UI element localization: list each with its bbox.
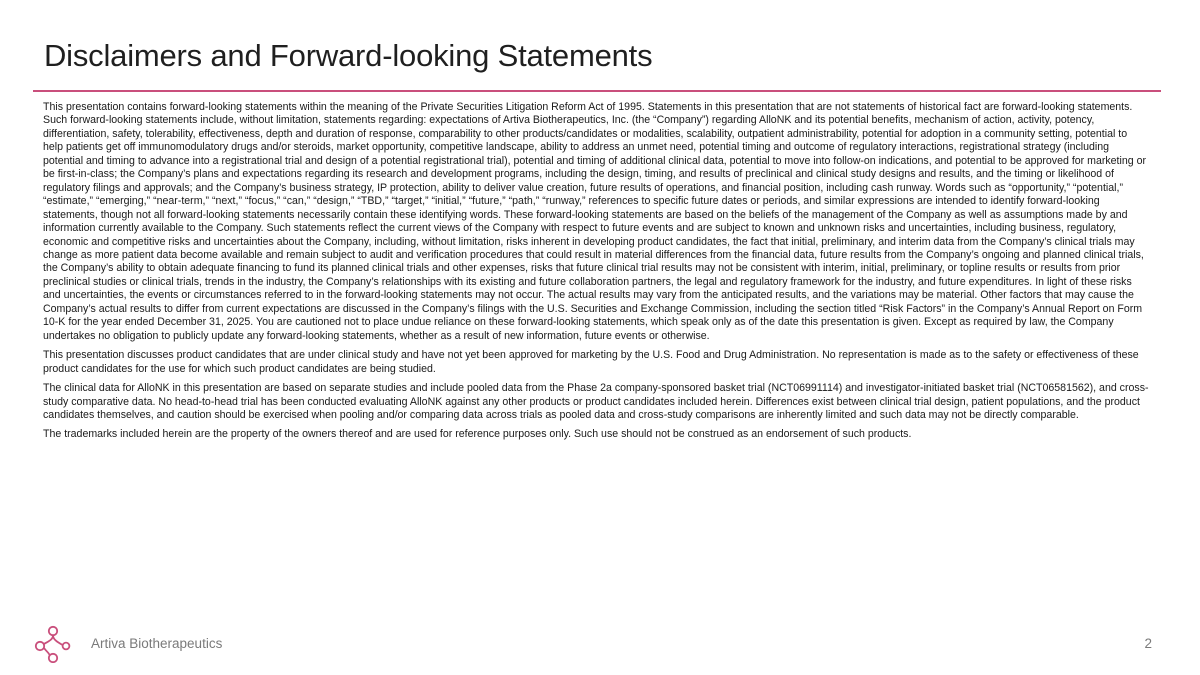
disclaimer-body	[43, 101, 1150, 448]
page-title: Disclaimers and Forward-looking Statements	[44, 38, 653, 73]
forward-looking-paragraph: This presentation contains forward-looking statements within the meaning of the Private Securities Litigation Reform Act of 1995. Statements in this presentation that are not statements of historical fact are forward-looking statements. Such forward-looking statements include, without limitation, statements regarding: expectations of Artiva Biotherapeutics, Inc. (the “Company”) regarding AlloNK and its potential benefits, mechanism of action, activity, potency, differentiation, safety, tolerability, effectiveness, depth and duration of response, comparability to other products/candidates or modalities, scalability, outpatient administrability, potential for adoption in a community setting, potential to help patients get off immunomodulatory drugs and/or steroids, market opportunity, competitive landscape, ability to address an unmet need, potential timing and outcome of regulatory interactions, registrational strategy (including potential and timing to advance into a registrational trial and design of a potential registrational trial), potential and timing of additional clinical data, potential to move into follow-on indications, and potential to be approved for marketing or be first-in-class; the Company’s plans and expectations regarding its research and development programs, including the design, timing, and results of preclinical and clinical study designs and results, and the timing or likelihood of regulatory filings and approvals; and the Company’s business strategy, IP protection, ability to deliver value creation, future results of operations, and financial position, including cash runway. Words such as “opportunity,” “potential,” “estimate,” “emerging,” “near-term,” “next,” “focus,” “can,” “design,” “TBD,” “target,” “initial,” “future,” “path,” “runway,” references to specific future dates or periods, and similar expressions are intended to identify forward-looking statements, though not all forward-looking statements necessarily contain these identifying words. These forward-looking statements are based on the beliefs of the management of the Company as well as assumptions made by and information currently available to the Company. Such statements reflect the current views of the Company with respect to future events and are subject to known and unknown risks and uncertainties, including business, regulatory, economic and competitive risks and uncertainties about the Company, including, without limitation, risks inherent in developing product candidates, the fact that initial, preliminary, and interim data from the Company’s clinical trials may change as more patient data become available and remain subject to audit and verification procedures that could result in material differences from the financial data, future results from the Company’s ongoing and planned clinical trials, the Company’s ability to obtain adequate financing to fund its planned clinical trials and other expenses, risks that future clinical trial results may not be consistent with interim, initial, preliminary, or topline results or results from prior preclinical studies or clinical trials, trends in the industry, the Company’s relationships with its existing and future collaboration partners, the legal and regulatory framework for the industry, and future expenditures. In light of these risks and uncertainties, the events or circumstances referred to in the forward-looking statements may not occur. The actual results may vary from the anticipated results, and the variations may be material. Other factors that may cause the Company’s actual results to differ from current expectations are discussed in the Company’s filings with the U.S. Securities and Exchange Commission, including the section titled “Risk Factors” in the Company’s Annual Report on Form 10-K for the year ended December 31, 2025. You are cautioned not to place undue reliance on these forward-looking statements, which speak only as of the date this presentation is given. Except as required by law, the Company undertakes no obligation to publicly update any forward-looking statements, whether as a result of new information, future events or otherwise.	[43, 101, 1147, 342]
product-candidates-paragraph: This presentation discusses product candidates that are under clinical study and have not yet been approved for marketing by the U.S. Food and Drug Administration. No representation is made as to the safety or effectiveness of these product candidates for the use for which such product candidates are being studied.	[43, 349, 1139, 375]
page-number: 2	[1144, 636, 1152, 651]
trademarks-paragraph: The trademarks included herein are the property of the owners thereof and are used for reference purposes only. Such use should not be construed as an endorsement of such products.	[43, 428, 912, 441]
clinical-data-paragraph: The clinical data for AlloNK in this presentation are based on separate studies and include pooled data from the Phase 2a company-sponsored basket trial (NCT06991114) and investigator-initiated basket trial (NCT06581562), and cross-study comparative data. No head-to-head trial has been conducted evaluating AlloNK against any other products or product candidates included herein. Differences exist between clinical trial design, patient populations, and the product candidates themselves, and caution should be exercised when pooling and/or comparing data across trials as pooled data and cross-study comparisons are inherently limited and such data may not be directly comparable.	[43, 382, 1149, 421]
artiva-logo-icon	[33, 625, 73, 663]
title-divider	[33, 90, 1161, 92]
company-name: Artiva Biotherapeutics	[91, 636, 223, 651]
